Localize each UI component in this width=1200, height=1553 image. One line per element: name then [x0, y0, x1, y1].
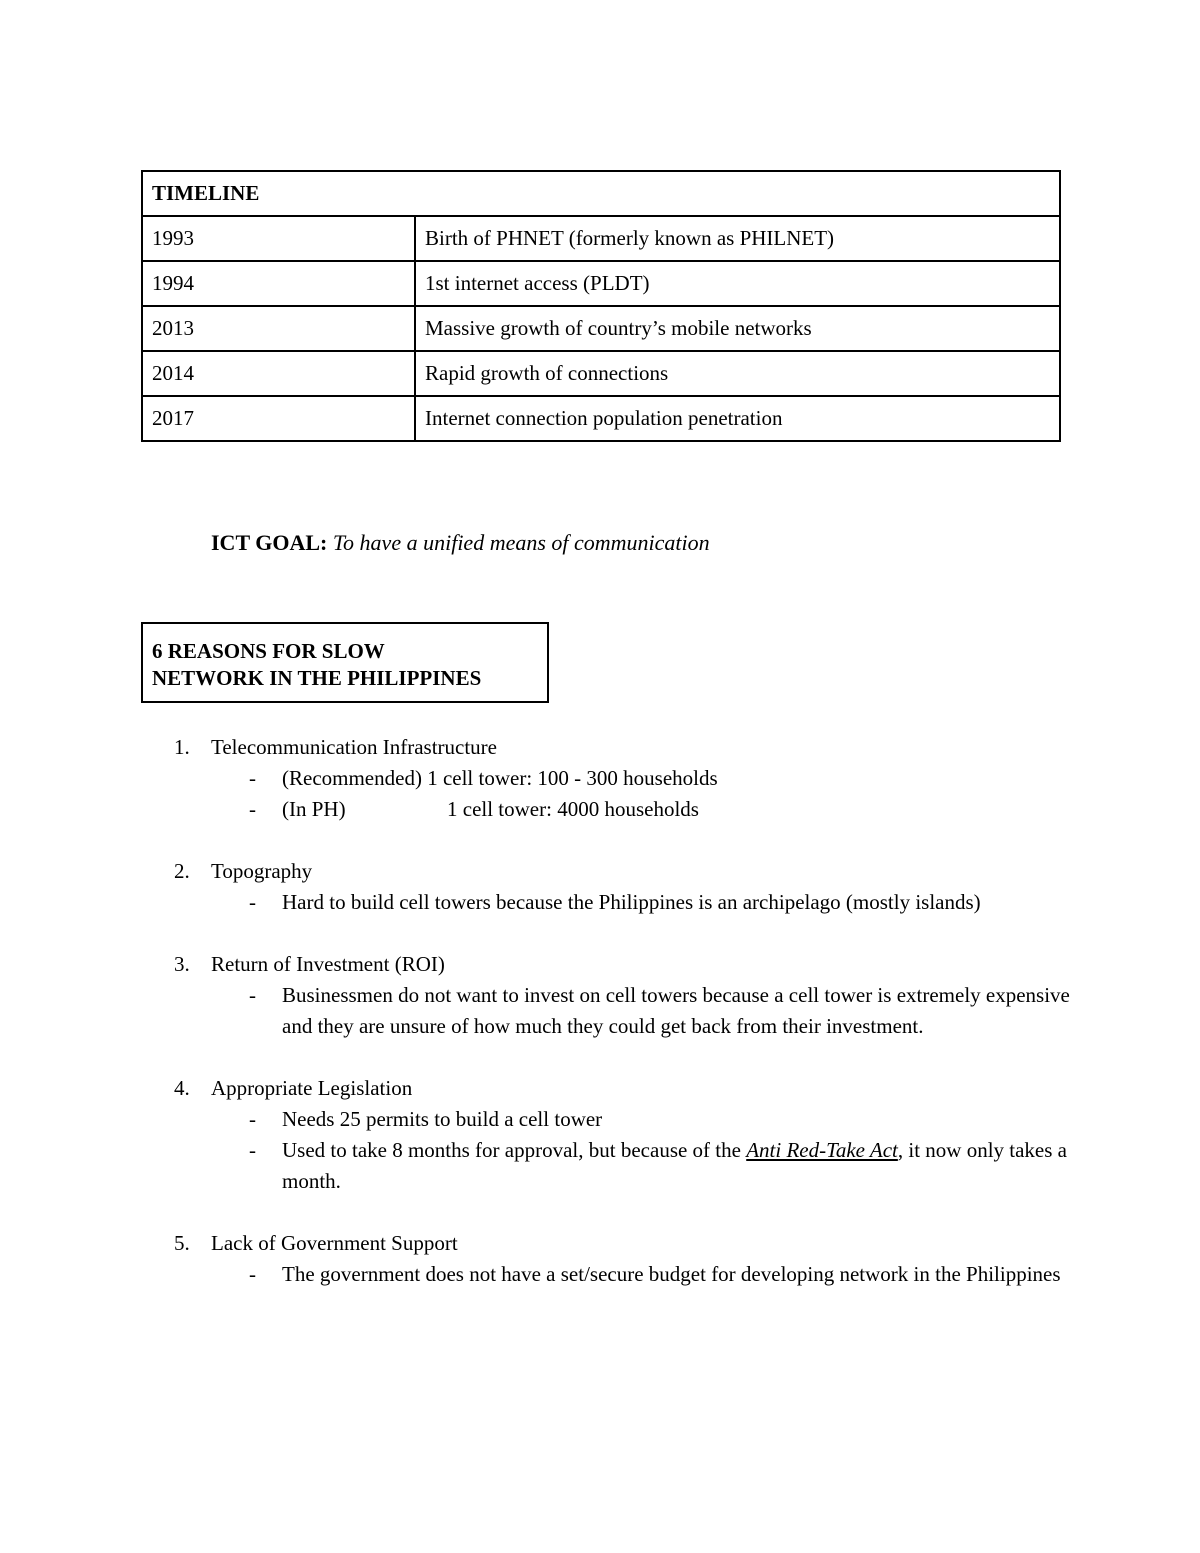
timeline-table: [141, 170, 1061, 442]
dash-bullet: -: [249, 766, 256, 790]
reason-detail: [0, 1259, 1072, 1290]
reason-detail: [0, 887, 1072, 918]
detail-text: Used to take 8 months for approval, but because of the: [282, 1138, 747, 1162]
detail-text: 1 cell tower: 100 - 300 households: [427, 766, 718, 790]
reason-detail: [0, 794, 1072, 825]
reason-title: Appropriate Legislation: [211, 1076, 413, 1100]
reason-item: [0, 949, 1200, 1042]
detail-text: Hard to build cell towers because the Philippines is an archipelago (mostly islands): [282, 890, 981, 914]
reason-number: 5.: [174, 1231, 190, 1255]
detail-text: Needs 25 permits to build a cell tower: [282, 1107, 603, 1131]
timeline-event: Internet connection population penetration: [415, 396, 1060, 441]
timeline-year: 1994: [142, 261, 415, 306]
detail-label: (In PH): [282, 797, 346, 821]
dash-bullet: -: [249, 1138, 256, 1162]
timeline-event: 1st internet access (PLDT): [415, 261, 1060, 306]
timeline-row: [142, 216, 1060, 261]
timeline-year: 1993: [142, 216, 415, 261]
ict-goal-text: To have a unified means of communication: [332, 530, 710, 555]
timeline-row: [142, 306, 1060, 351]
reason-detail: [0, 980, 1072, 1042]
timeline-year: 2014: [142, 351, 415, 396]
timeline-header-row: [142, 171, 1060, 216]
timeline-row: [142, 351, 1060, 396]
detail-text: The government does not have a set/secure budget for developing network in the Philippines: [282, 1262, 1061, 1286]
reason-detail: [0, 1104, 1072, 1135]
ict-goal: [211, 530, 710, 556]
dash-bullet: -: [249, 1107, 256, 1131]
reason-title: Lack of Government Support: [211, 1231, 458, 1255]
reason-number: 2.: [174, 859, 190, 883]
dash-bullet: -: [249, 983, 256, 1007]
reason-number: 4.: [174, 1076, 190, 1100]
dash-bullet: -: [249, 797, 256, 821]
reason-number: 3.: [174, 952, 190, 976]
timeline-row: [142, 261, 1060, 306]
timeline-year: 2013: [142, 306, 415, 351]
dash-bullet: -: [249, 890, 256, 914]
reason-detail: [0, 763, 1072, 794]
reason-number: 1.: [174, 735, 190, 759]
reason-title: Topography: [211, 859, 313, 883]
detail-label: (Recommended): [282, 766, 422, 790]
detail-text: 1 cell tower: 4000 households: [447, 797, 699, 821]
detail-text: Businessmen do not want to invest on cell towers because a cell tower is extremely expensive and they are unsure of how much they could get back from their investment.: [282, 983, 1070, 1038]
reason-title: Return of Investment (ROI): [211, 952, 445, 976]
reason-item: [0, 856, 1200, 918]
timeline-year: 2017: [142, 396, 415, 441]
law-name: Anti Red-Take Act: [746, 1138, 898, 1162]
reasons-list: [0, 732, 1200, 1321]
reason-item: [0, 1228, 1200, 1290]
reasons-heading-box: [141, 622, 549, 703]
detail-text: , it now only takes a month.: [282, 1138, 1067, 1193]
reason-item: [0, 732, 1200, 825]
timeline-event: Massive growth of country’s mobile networks: [415, 306, 1060, 351]
dash-bullet: -: [249, 1262, 256, 1286]
timeline-row: [142, 396, 1060, 441]
reason-detail: [0, 1135, 1072, 1197]
reason-item: [0, 1073, 1200, 1197]
timeline-event: Rapid growth of connections: [415, 351, 1060, 396]
timeline-event: Birth of PHNET (formerly known as PHILNET): [415, 216, 1060, 261]
reasons-heading-line: NETWORK IN THE PHILIPPINES: [152, 666, 482, 690]
reason-title: Telecommunication Infrastructure: [211, 735, 497, 759]
reasons-heading-line: 6 REASONS FOR SLOW: [152, 639, 385, 663]
timeline-header: TIMELINE: [142, 171, 1060, 216]
ict-goal-label: ICT GOAL:: [211, 530, 328, 555]
